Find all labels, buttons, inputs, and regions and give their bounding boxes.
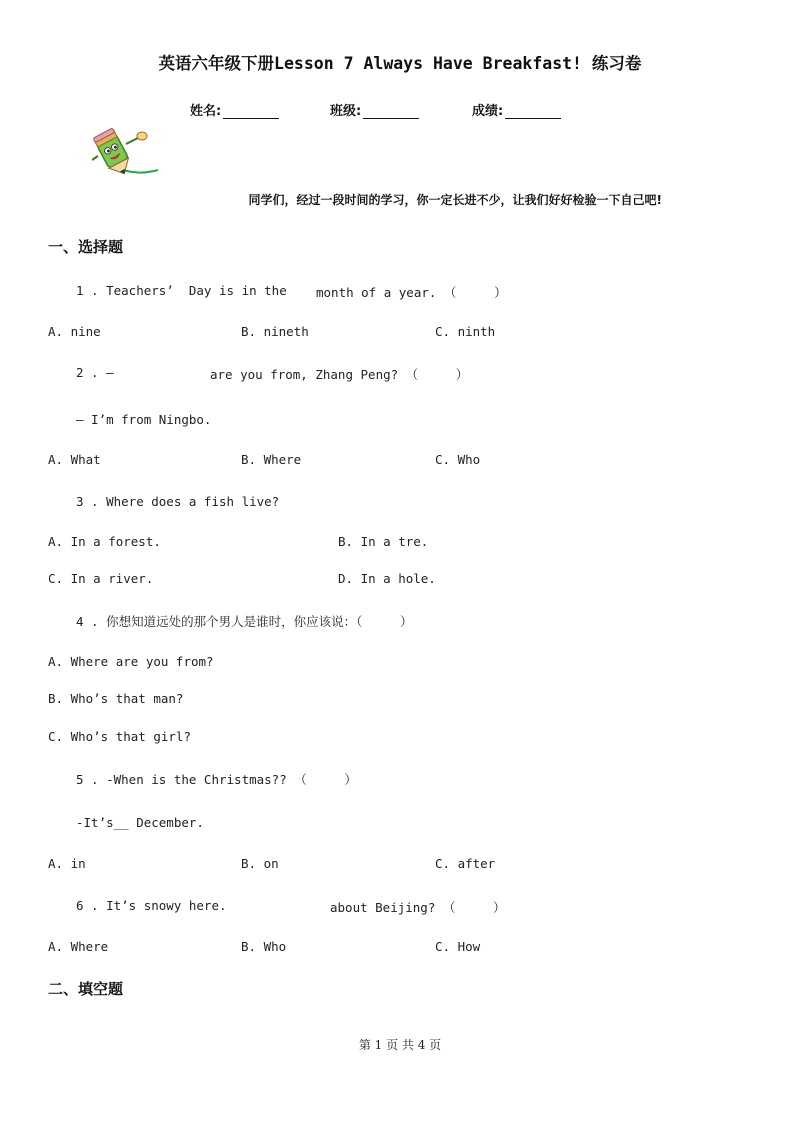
class-field[interactable] (330, 100, 419, 119)
question-6-text-start: 6 . It’s snowy here. (76, 898, 227, 913)
question-4-option-c[interactable]: C. Who’s that girl? (48, 729, 191, 744)
question-3-option-c[interactable]: C. In a river. (48, 571, 154, 586)
question-5-text: 5 . -When is the Christmas?? （ ） (76, 772, 357, 787)
question-1-text-end: month of a year. （ ） (316, 285, 507, 300)
question-3-text: 3 . Where does a fish live? (76, 494, 280, 509)
question-6-option-b[interactable]: B. Who (241, 939, 287, 954)
question-1-option-a[interactable]: A. nine (48, 324, 101, 339)
question-4-option-b[interactable]: B. Who’s that man? (48, 691, 184, 706)
question-2-option-a[interactable]: A. What (48, 452, 101, 467)
question-6-text-end: about Beijing? （ ） (330, 900, 506, 915)
class-blank[interactable] (363, 104, 419, 119)
question-4-option-a[interactable]: A. Where are you from? (48, 654, 214, 669)
question-2-text-end: are you from, Zhang Peng? （ ） (210, 367, 469, 382)
pencil-mascot-icon (92, 126, 162, 178)
question-5-answer-line: -It’s__ December. (76, 815, 204, 830)
name-label: 姓名: (190, 104, 222, 119)
question-6-option-c[interactable]: C. How (435, 939, 481, 954)
score-field[interactable] (472, 100, 561, 119)
question-4-text: 4 . 你想知道远处的那个男人是谁时，你应该说：（ ） (76, 614, 413, 629)
question-3-option-a[interactable]: A. In a forest. (48, 534, 161, 549)
question-6-option-a[interactable]: A. Where (48, 939, 109, 954)
greeting-text: 同学们，经过一段时间的学习，你一定长进不少，让我们好好检验一下自己吧! (248, 193, 662, 207)
page-footer: 第 1 页 共 4 页 (358, 1038, 442, 1052)
question-5-option-b[interactable]: B. on (241, 856, 279, 871)
question-1-text-start: 1 . Teachers’ Day is in the (76, 283, 287, 298)
class-label: 班级: (330, 104, 362, 119)
question-2-option-c[interactable]: C. Who (435, 452, 481, 467)
question-3-option-d[interactable]: D. In a hole. (338, 571, 436, 586)
name-blank[interactable] (223, 104, 279, 119)
question-1-option-b[interactable]: B. nineth (241, 324, 309, 339)
section-heading-choice: 一、选择题 (48, 238, 124, 256)
question-2-option-b[interactable]: B. Where (241, 452, 302, 467)
question-2-text-start: 2 . — (76, 365, 114, 380)
score-blank[interactable] (505, 104, 561, 119)
student-info-row (0, 100, 800, 120)
question-5-option-a[interactable]: A. in (48, 856, 86, 871)
question-3-option-b[interactable]: B. In a tre. (338, 534, 429, 549)
question-2-answer-line: — I’m from Ningbo. (76, 412, 212, 427)
score-label: 成绩: (472, 104, 504, 119)
section-heading-fill-blank: 二、填空题 (48, 980, 124, 998)
page-title: 英语六年级下册Lesson 7 Always Have Breakfast! 练习卷 (158, 54, 642, 73)
name-field[interactable] (190, 100, 279, 119)
question-5-option-c[interactable]: C. after (435, 856, 496, 871)
question-1-option-c[interactable]: C. ninth (435, 324, 496, 339)
